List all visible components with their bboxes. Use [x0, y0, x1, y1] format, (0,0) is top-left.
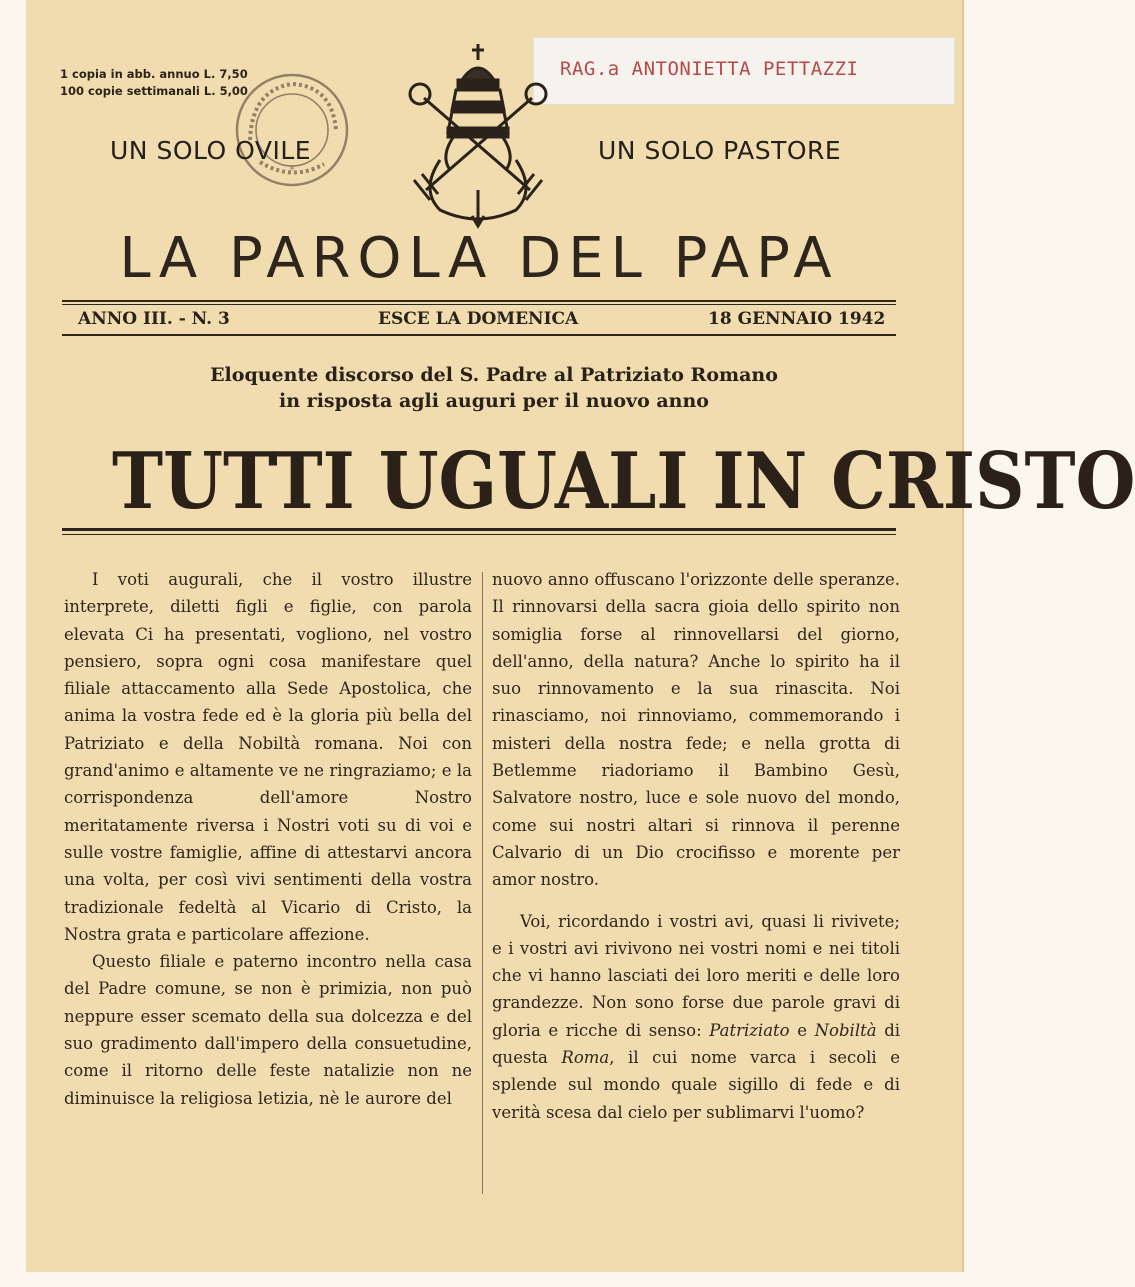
subscription-prices [60, 66, 248, 100]
subheading-line-2: in risposta agli auguri per il nuovo anno [279, 390, 709, 412]
subscriber-name-label [534, 38, 954, 104]
price-line-weekly: 100 copie settimanali L. 5,00 [60, 84, 248, 98]
newspaper-masthead: LA PAROLA DEL PAPA [119, 226, 839, 291]
article-column-right [492, 566, 900, 1126]
parish-postmark-stamp [232, 70, 352, 190]
paragraph: nuovo anno offuscano l'orizzonte delle speranze. Il rinnovarsi della sacra gioia dello spirito non somiglia forse al rinnovellarsi del giorno, dell'anno, della natura? Anche lo spirito ha il suo rinnovamento e la sua rinascita. Noi rinasciamo, noi rinnoviamo, commemorando i misteri della nostra fede; e nella grotta di Betlemme riadoriamo il Bambino Gesù, Salvatore nostro, luce e sole nuovo del mondo, come sui nostri altari si rinnova il perenne Calvario di un Dio crocifisso e morente per amor nostro. [492, 570, 900, 890]
masthead-rule-top [62, 300, 896, 302]
paragraph: I voti augurali, che il vostro illustre interprete, diletti figli e figlie, con parola elevata Ci ha presentati, vogliono, nel vostro pensiero, sopra ogni cosa manifestare quel filiale attaccamento alla Sede Apostolica, che anima la vostra fede ed è la gloria più bella del Patriziato e della Nobiltà romana. Noi con grand'animo e altamente ve ne ringraziamo; e la corrispondenza dell'amore Nostro meritatamente riversa i Nostri voti su di voi e sulle vostre famiglie, affine di attestarvi ancora una volta, per così vivi sentimenti della vostra tradizionale fedeltà al Vicario di Cristo, la Nostra grata e particolare affezione. [64, 570, 472, 944]
paragraph: Questo filiale e paterno incontro nella casa del Padre comune, se non è primizia, non può neppure esser scemato della sua dolcezza e del suo gradimento dall'impero della consuetudine, come il ritorno delle feste natalizie non ne diminuisce la religiosa letizia, nè le aurore del [64, 952, 472, 1108]
svg-text:*: * [289, 163, 295, 177]
motto-right: UN SOLO PASTORE [598, 136, 842, 165]
article-column-left [64, 566, 472, 1112]
masthead-rule-top-thin [62, 304, 896, 305]
paragraph-text: di questa [492, 1020, 901, 1068]
article-subheading [26, 362, 962, 414]
headline-rule-thick [62, 528, 896, 531]
subheading-line-1: Eloquente discorso del S. Padre al Patriziato Romano [210, 364, 778, 386]
paragraph-text: e [797, 1020, 807, 1040]
motto-left: UN SOLO OVILE [110, 136, 312, 165]
issue-date: 18 GENNAIO 1942 [708, 309, 886, 329]
column-divider [482, 572, 483, 1194]
paragraph [492, 908, 900, 1126]
emphasis-nobilta: Nobiltà [814, 1020, 877, 1040]
paragraph-text: , il cui nome varca i secoli e splende sul mondo quale sigillo di fede e di verità scesa dal cielo per sublimarvi l'uomo? [492, 1048, 900, 1122]
info-rule-bottom [62, 334, 896, 336]
publication-frequency: ESCE LA DOMENICA [378, 309, 579, 329]
emphasis-roma: Roma [561, 1048, 610, 1068]
subscriber-name: RAG.a ANTONIETTA PETTAZZI [560, 58, 859, 80]
paragraph-text: Voi, ricordando i vostri avi, quasi li rivivete; e i vostri avi rivivono nei vostri nomi e nei titoli che vi hanno lasciati dei loro meriti e delle loro grandezze. Non sono forse due parole gravi di gloria e ricche di senso: [492, 911, 900, 1040]
papal-tiara-keys-emblem [400, 40, 556, 230]
newspaper-page [26, 0, 1135, 1272]
price-line-annual: 1 copia in abb. annuo L. 7,50 [60, 67, 248, 81]
emphasis-patriziato: Patriziato [709, 1020, 790, 1040]
issue-number: ANNO III. - N. 3 [78, 309, 230, 329]
article-headline: TUTTI UGUALI IN CRISTO [112, 436, 1135, 527]
headline-rule-thin [62, 534, 896, 535]
